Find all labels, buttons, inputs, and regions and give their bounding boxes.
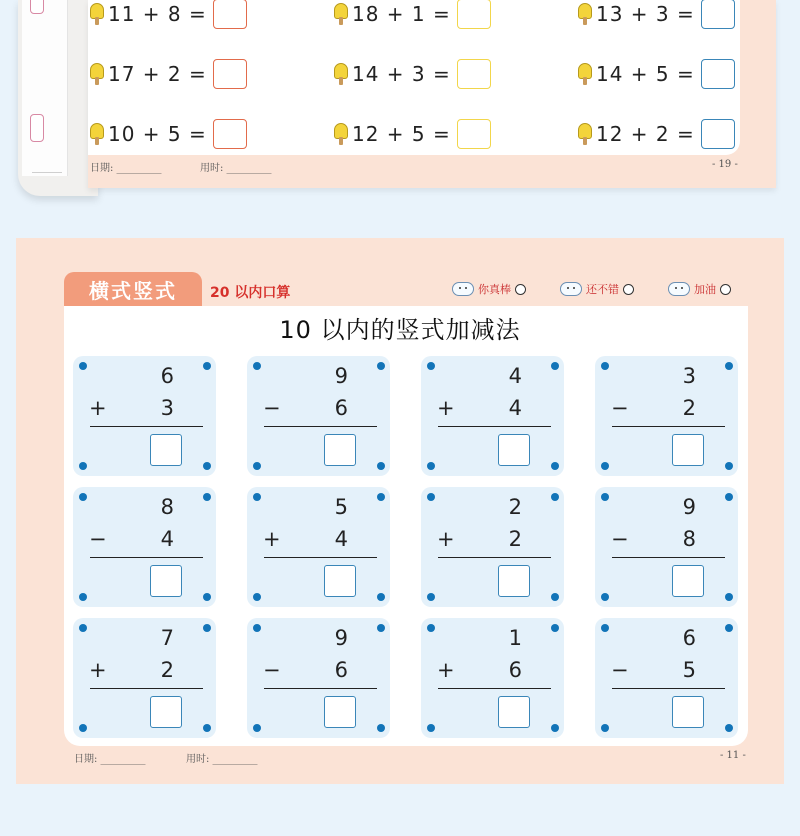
sum-line [438,426,551,427]
equation-text: 18 + 1 = [352,2,451,26]
corner-dot [377,362,385,370]
popsicle-icon [578,123,592,145]
corner-dot [427,362,435,370]
corner-dot [377,462,385,470]
bottom-operand: 4 [160,527,174,551]
vertical-problem-card [73,618,216,738]
answer-box[interactable] [672,434,704,466]
equation [334,0,491,30]
time-field: 用时: _________ [200,163,272,174]
page-number: - 11 - [720,750,746,761]
answer-box[interactable] [150,696,182,728]
corner-dot [79,593,87,601]
answer-box[interactable] [701,0,735,29]
worksheet-title: 10 以内的竖式加减法 [279,316,521,344]
popsicle-icon [90,63,104,85]
corner-dot [253,724,261,732]
corner-dot [203,624,211,632]
sum-line [264,688,377,689]
answer-box[interactable] [498,434,530,466]
operator: − [89,527,107,551]
corner-dot [601,724,609,732]
equation [90,0,247,30]
corner-dot [601,362,609,370]
rating-label: 你真棒 [478,283,511,296]
cheer-cloud-icon [668,280,690,298]
corner-dot [203,593,211,601]
vertical-problem-card [595,618,738,738]
operator: + [437,658,455,682]
rating-label: 加油 [694,283,716,296]
equation [334,118,491,150]
rating-label: 还不错 [586,283,619,296]
previous-page [0,0,800,200]
vertical-problem-card [595,487,738,607]
corner-dot [601,624,609,632]
corner-dot [601,493,609,501]
date-field: 日期: _________ [74,754,146,765]
bottom-operand: 2 [682,396,696,420]
operator: + [89,658,107,682]
popsicle-icon [334,63,348,85]
operator: + [437,396,455,420]
answer-box[interactable] [672,565,704,597]
corner-dot [725,624,733,632]
rating-option[interactable] [668,280,731,298]
corner-dot [427,462,435,470]
corner-dot [377,724,385,732]
top-operand: 7 [160,626,174,650]
corner-dot [253,493,261,501]
bottom-operand: 4 [508,396,522,420]
corner-dot [377,593,385,601]
operator: − [611,658,629,682]
smile-cloud-icon [560,280,582,298]
corner-dot [551,724,559,732]
equation [578,118,735,150]
top-operand: 4 [508,364,522,388]
operator: − [263,396,281,420]
equation-text: 10 + 5 = [108,122,207,146]
corner-dot [601,593,609,601]
top-operand: 9 [334,364,348,388]
worksheet-page-19 [88,0,776,188]
answer-box-fragment [30,0,44,14]
corner-dot [203,362,211,370]
equation [578,0,735,30]
corner-dot [253,362,261,370]
vertical-problem-card [421,487,564,607]
vertical-problem-card [421,356,564,476]
corner-dot [427,493,435,501]
corner-dot [601,462,609,470]
answer-box[interactable] [457,0,491,29]
corner-dot [551,593,559,601]
equation-text: 14 + 5 = [596,62,695,86]
rating-checkbox[interactable] [720,284,731,295]
equation-text: 11 + 8 = [108,2,207,26]
corner-dot [551,624,559,632]
bottom-operand: 2 [160,658,174,682]
top-operand: 6 [682,626,696,650]
section-subtitle: 20 以内口算 [210,285,291,301]
top-operand: 2 [508,495,522,519]
top-operand: 9 [682,495,696,519]
corner-dot [253,462,261,470]
bottom-operand: 3 [160,396,174,420]
top-operand: 3 [682,364,696,388]
equation [578,58,735,90]
popsicle-icon [578,3,592,25]
corner-dot [725,362,733,370]
operator: + [89,396,107,420]
sum-line [264,557,377,558]
rating-checkbox[interactable] [515,284,526,295]
top-operand: 5 [334,495,348,519]
bottom-operand: 6 [334,658,348,682]
divider [32,172,62,173]
sum-line [612,426,725,427]
corner-dot [725,462,733,470]
operator: − [263,658,281,682]
book-back-page [22,0,68,176]
bottom-operand: 5 [682,658,696,682]
answer-box[interactable] [498,696,530,728]
answer-box[interactable] [150,565,182,597]
corner-dot [203,493,211,501]
top-operand: 1 [508,626,522,650]
corner-dot [725,493,733,501]
time-field: 用时: _________ [186,754,258,765]
sum-line [438,688,551,689]
section-badge: 横式竖式 [64,272,202,306]
vertical-problem-card [421,618,564,738]
equation-text: 13 + 3 = [596,2,695,26]
corner-dot [427,593,435,601]
bottom-operand: 4 [334,527,348,551]
operator: + [437,527,455,551]
corner-dot [253,624,261,632]
sum-line [612,557,725,558]
rating-option[interactable] [560,280,634,298]
corner-dot [79,362,87,370]
page-number: - 19 - [712,159,738,170]
corner-dot [427,624,435,632]
answer-box[interactable] [324,696,356,728]
popsicle-icon [90,123,104,145]
corner-dot [377,624,385,632]
corner-dot [79,462,87,470]
popsicle-icon [334,123,348,145]
equation-text: 12 + 2 = [596,122,695,146]
answer-box[interactable] [457,119,491,149]
answer-box[interactable] [672,696,704,728]
vertical-problem-card [595,356,738,476]
answer-box[interactable] [324,565,356,597]
vertical-problem-card [247,618,390,738]
popsicle-icon [334,3,348,25]
bottom-operand: 2 [508,527,522,551]
answer-box[interactable] [498,565,530,597]
answer-box[interactable] [213,59,247,89]
operator: + [263,527,281,551]
bottom-operand: 6 [508,658,522,682]
equation-text: 12 + 5 = [352,122,451,146]
equation [90,118,247,150]
sum-line [264,426,377,427]
worksheet-page-11 [16,238,784,784]
sum-line [90,426,203,427]
sum-line [90,688,203,689]
vertical-problem-card [73,487,216,607]
rating-checkbox[interactable] [623,284,634,295]
corner-dot [253,593,261,601]
answer-box[interactable] [457,59,491,89]
vertical-problem-card [247,487,390,607]
equation-text: 17 + 2 = [108,62,207,86]
answer-box[interactable] [701,119,735,149]
corner-dot [551,493,559,501]
rating-option[interactable] [452,280,526,298]
corner-dot [79,724,87,732]
equation-text: 14 + 3 = [352,62,451,86]
corner-dot [725,593,733,601]
vertical-problem-card [247,356,390,476]
answer-box-fragment [30,114,44,142]
worksheet-body [88,0,740,155]
corner-dot [551,362,559,370]
bottom-operand: 6 [334,396,348,420]
bottom-operand: 8 [682,527,696,551]
corner-dot [377,493,385,501]
corner-dot [427,724,435,732]
sum-line [438,557,551,558]
popsicle-icon [90,3,104,25]
answer-box[interactable] [213,0,247,29]
answer-box[interactable] [213,119,247,149]
sum-line [90,557,203,558]
operator: − [611,527,629,551]
answer-box[interactable] [701,59,735,89]
equation [90,58,247,90]
corner-dot [79,624,87,632]
operator: − [611,396,629,420]
popsicle-icon [578,63,592,85]
answer-box[interactable] [324,434,356,466]
top-operand: 8 [160,495,174,519]
date-field: 日期: _________ [90,163,162,174]
corner-dot [203,462,211,470]
top-operand: 9 [334,626,348,650]
sum-line [612,688,725,689]
corner-dot [203,724,211,732]
vertical-problem-card [73,356,216,476]
corner-dot [725,724,733,732]
corner-dot [79,493,87,501]
answer-box[interactable] [150,434,182,466]
corner-dot [551,462,559,470]
equation [334,58,491,90]
top-operand: 6 [160,364,174,388]
happy-cloud-icon [452,280,474,298]
